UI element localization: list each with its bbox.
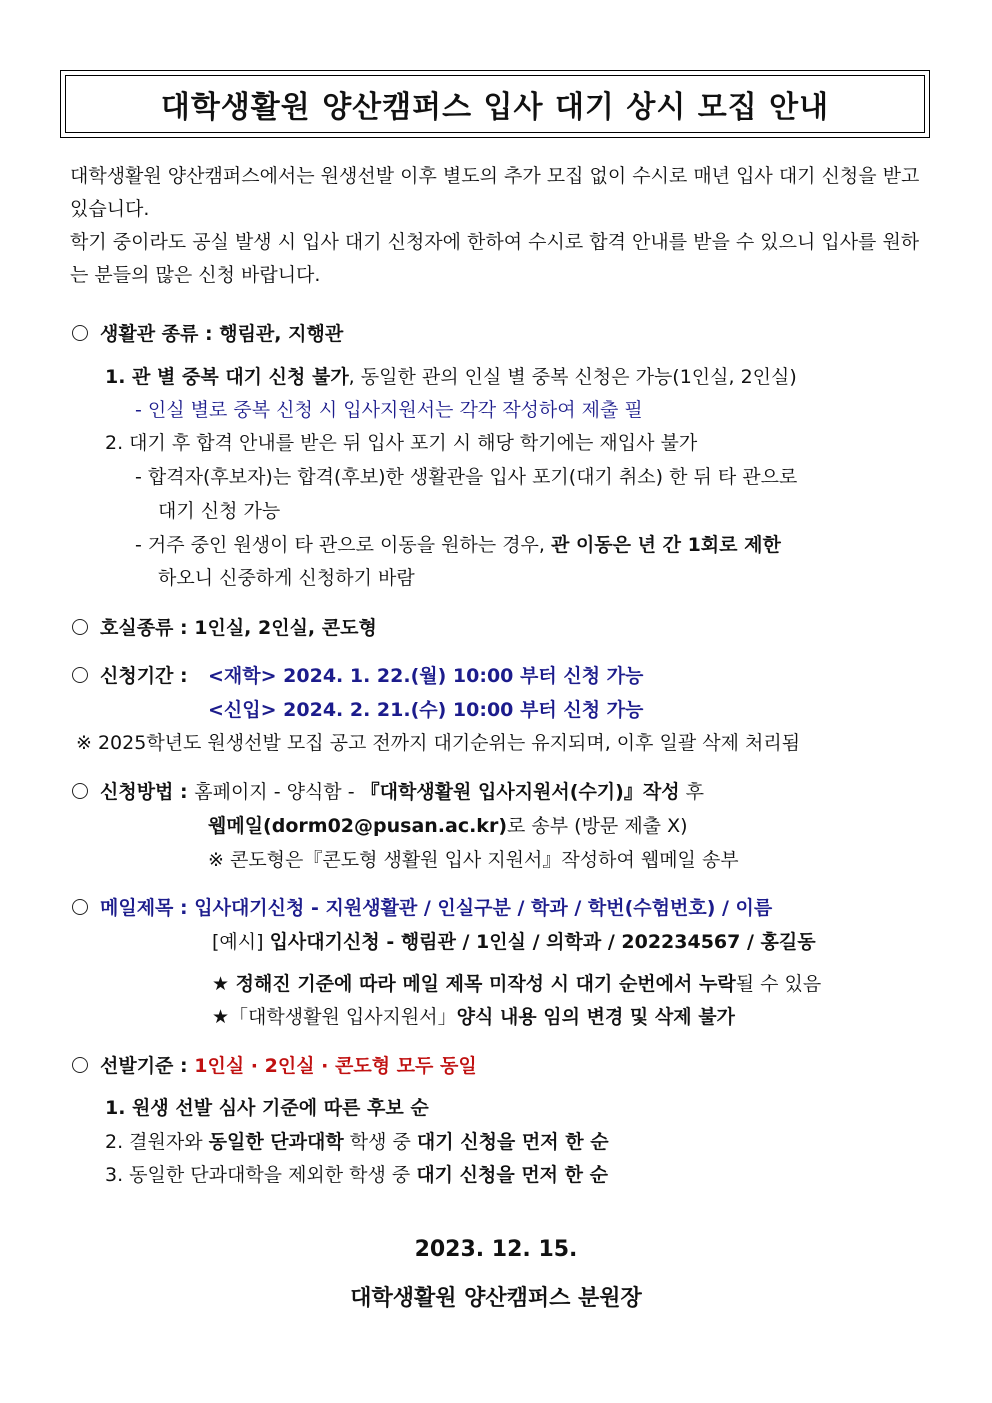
mail-section — [72, 892, 772, 925]
building-item1-rest: , 동일한 관의 인실 별 중복 신청은 가능(1인실, 2인실) — [348, 366, 797, 388]
room-label: 호실종류 : 1인실, 2인실, 콘도형 — [100, 617, 377, 639]
mail-warn2a: ★「대학생활원 입사지원서」 — [212, 1006, 457, 1028]
footer-issuer: 대학생활원 양산캠퍼스 분원장 — [350, 1286, 642, 1311]
building-item2-sub1b: 대기 신청 가능 — [158, 500, 281, 522]
mail-warning-1 — [212, 968, 821, 1001]
building-label: 생활관 종류 : 행림관, 지행관 — [100, 323, 344, 345]
criteria-value: 1인실 · 2인실 · 콘도형 모두 동일 — [194, 1055, 477, 1077]
circle-bullet-icon — [72, 325, 88, 341]
mail-example-line — [212, 926, 816, 959]
building-item2-sub2b: 하오니 신중하게 신청하기 바람 — [158, 567, 415, 589]
building-item1-bold: 1. 관 별 중복 대기 신청 불가 — [105, 366, 349, 388]
circle-bullet-icon — [72, 783, 88, 799]
circle-bullet-icon — [72, 1057, 88, 1073]
method-label: 신청방법 : — [100, 781, 195, 803]
building-item2-sub1a: - 합격자(후보자)는 합격(후보)한 생활관을 입사 포기(대기 취소) 한 뒤 타 관으로 — [135, 466, 798, 488]
method-line1c: 후 — [679, 781, 704, 803]
method-line2b: 로 송부 (방문 제출 X) — [507, 815, 688, 837]
method-line3: ※ 콘도형은『콘도형 생활원 입사 지원서』작성하여 웹메일 송부 — [208, 849, 739, 871]
document-title: 대학생활원 양산캠퍼스 입사 대기 상시 모집 안내 — [160, 90, 830, 125]
criteria-item3b: 대기 신청을 먼저 한 순 — [416, 1164, 608, 1186]
building-item2-sub2a-bold: 관 이동은 년 간 1회로 제한 — [550, 534, 781, 556]
method-line2 — [208, 810, 688, 843]
footer-date: 2023. 12. 15. — [414, 1237, 578, 1262]
intro-paragraph-2: 학기 중이라도 공실 발생 시 입사 대기 신청자에 한하여 수시로 합격 안내를 받을 수 있으니 입사를 원하는 분들의 많은 신청 바랍니다. — [70, 231, 920, 286]
mail-example-prefix: [예시] — [212, 931, 270, 953]
building-item2-sub2a-line — [135, 529, 781, 562]
building-item2-sub2a: - 거주 중인 원생이 타 관으로 이동을 원하는 경우, — [135, 534, 551, 556]
criteria-item2a: 2. 결원자와 — [105, 1131, 209, 1153]
mail-warn1a: ★ 정해진 기준에 따라 메일 제목 미작성 시 대기 순번에서 누락 — [212, 973, 736, 995]
method-email: 웹메일(dorm02@pusan.ac.kr) — [208, 815, 508, 837]
criteria-item-2 — [105, 1126, 609, 1159]
criteria-item-1: 1. 원생 선발 심사 기준에 따른 후보 순 — [105, 1097, 429, 1119]
room-section — [72, 612, 377, 645]
mail-format: 입사대기신청 - 지원생활관 / 인실구분 / 학과 / 학번(수험번호) / 이름 — [194, 897, 773, 919]
criteria-item3a: 3. 동일한 단과대학을 제외한 학생 중 — [105, 1164, 417, 1186]
mail-warn1b: 될 수 있음 — [735, 973, 822, 995]
period-label: 신청기간 : — [100, 665, 188, 687]
title-inner-border — [65, 75, 925, 133]
building-item-1 — [105, 361, 797, 394]
mail-example: 입사대기신청 - 행림관 / 1인실 / 의학과 / 202234567 / 홍길동 — [269, 931, 816, 953]
method-line1a: 홈페이지 - 양식함 - — [194, 781, 361, 803]
mail-label: 메일제목 : — [100, 897, 195, 919]
circle-bullet-icon — [72, 667, 88, 683]
mail-warning-2 — [212, 1001, 735, 1034]
criteria-item2c: 학생 중 — [343, 1131, 417, 1153]
intro-paragraph-1: 대학생활원 양산캠퍼스에서는 원생선발 이후 별도의 추가 모집 없이 수시로 매년 입사 대기 신청을 받고 있습니다. — [70, 165, 920, 220]
building-section — [72, 318, 343, 351]
criteria-item-3 — [105, 1159, 608, 1192]
title-box — [60, 70, 930, 138]
circle-bullet-icon — [72, 899, 88, 915]
criteria-section — [72, 1050, 477, 1083]
criteria-label: 선발기준 : — [100, 1055, 195, 1077]
period-current: <재학> 2024. 1. 22.(월) 10:00 부터 신청 가능 — [208, 665, 644, 687]
building-item1-sub: - 인실 별로 중복 신청 시 입사지원서는 각각 작성하여 제출 필 — [135, 399, 643, 421]
criteria-item2d: 대기 신청을 먼저 한 순 — [416, 1131, 609, 1153]
period-new: <신입> 2024. 2. 21.(수) 10:00 부터 신청 가능 — [208, 699, 644, 721]
building-item-2: 2. 대기 후 합격 안내를 받은 뒤 입사 포기 시 해당 학기에는 재입사 불가 — [105, 432, 698, 454]
method-line1b: 『대학생활원 입사지원서(수기)』작성 — [360, 781, 680, 803]
period-note: ※ 2025학년도 원생선발 모집 공고 전까지 대기순위는 유지되며, 이후 일괄 삭제 처리됨 — [76, 732, 801, 754]
mail-warn2b: 양식 내용 임의 변경 및 삭제 불가 — [456, 1006, 735, 1028]
criteria-item2b: 동일한 단과대학 — [208, 1131, 344, 1153]
circle-bullet-icon — [72, 619, 88, 635]
period-section — [72, 660, 188, 693]
method-section — [72, 776, 704, 809]
